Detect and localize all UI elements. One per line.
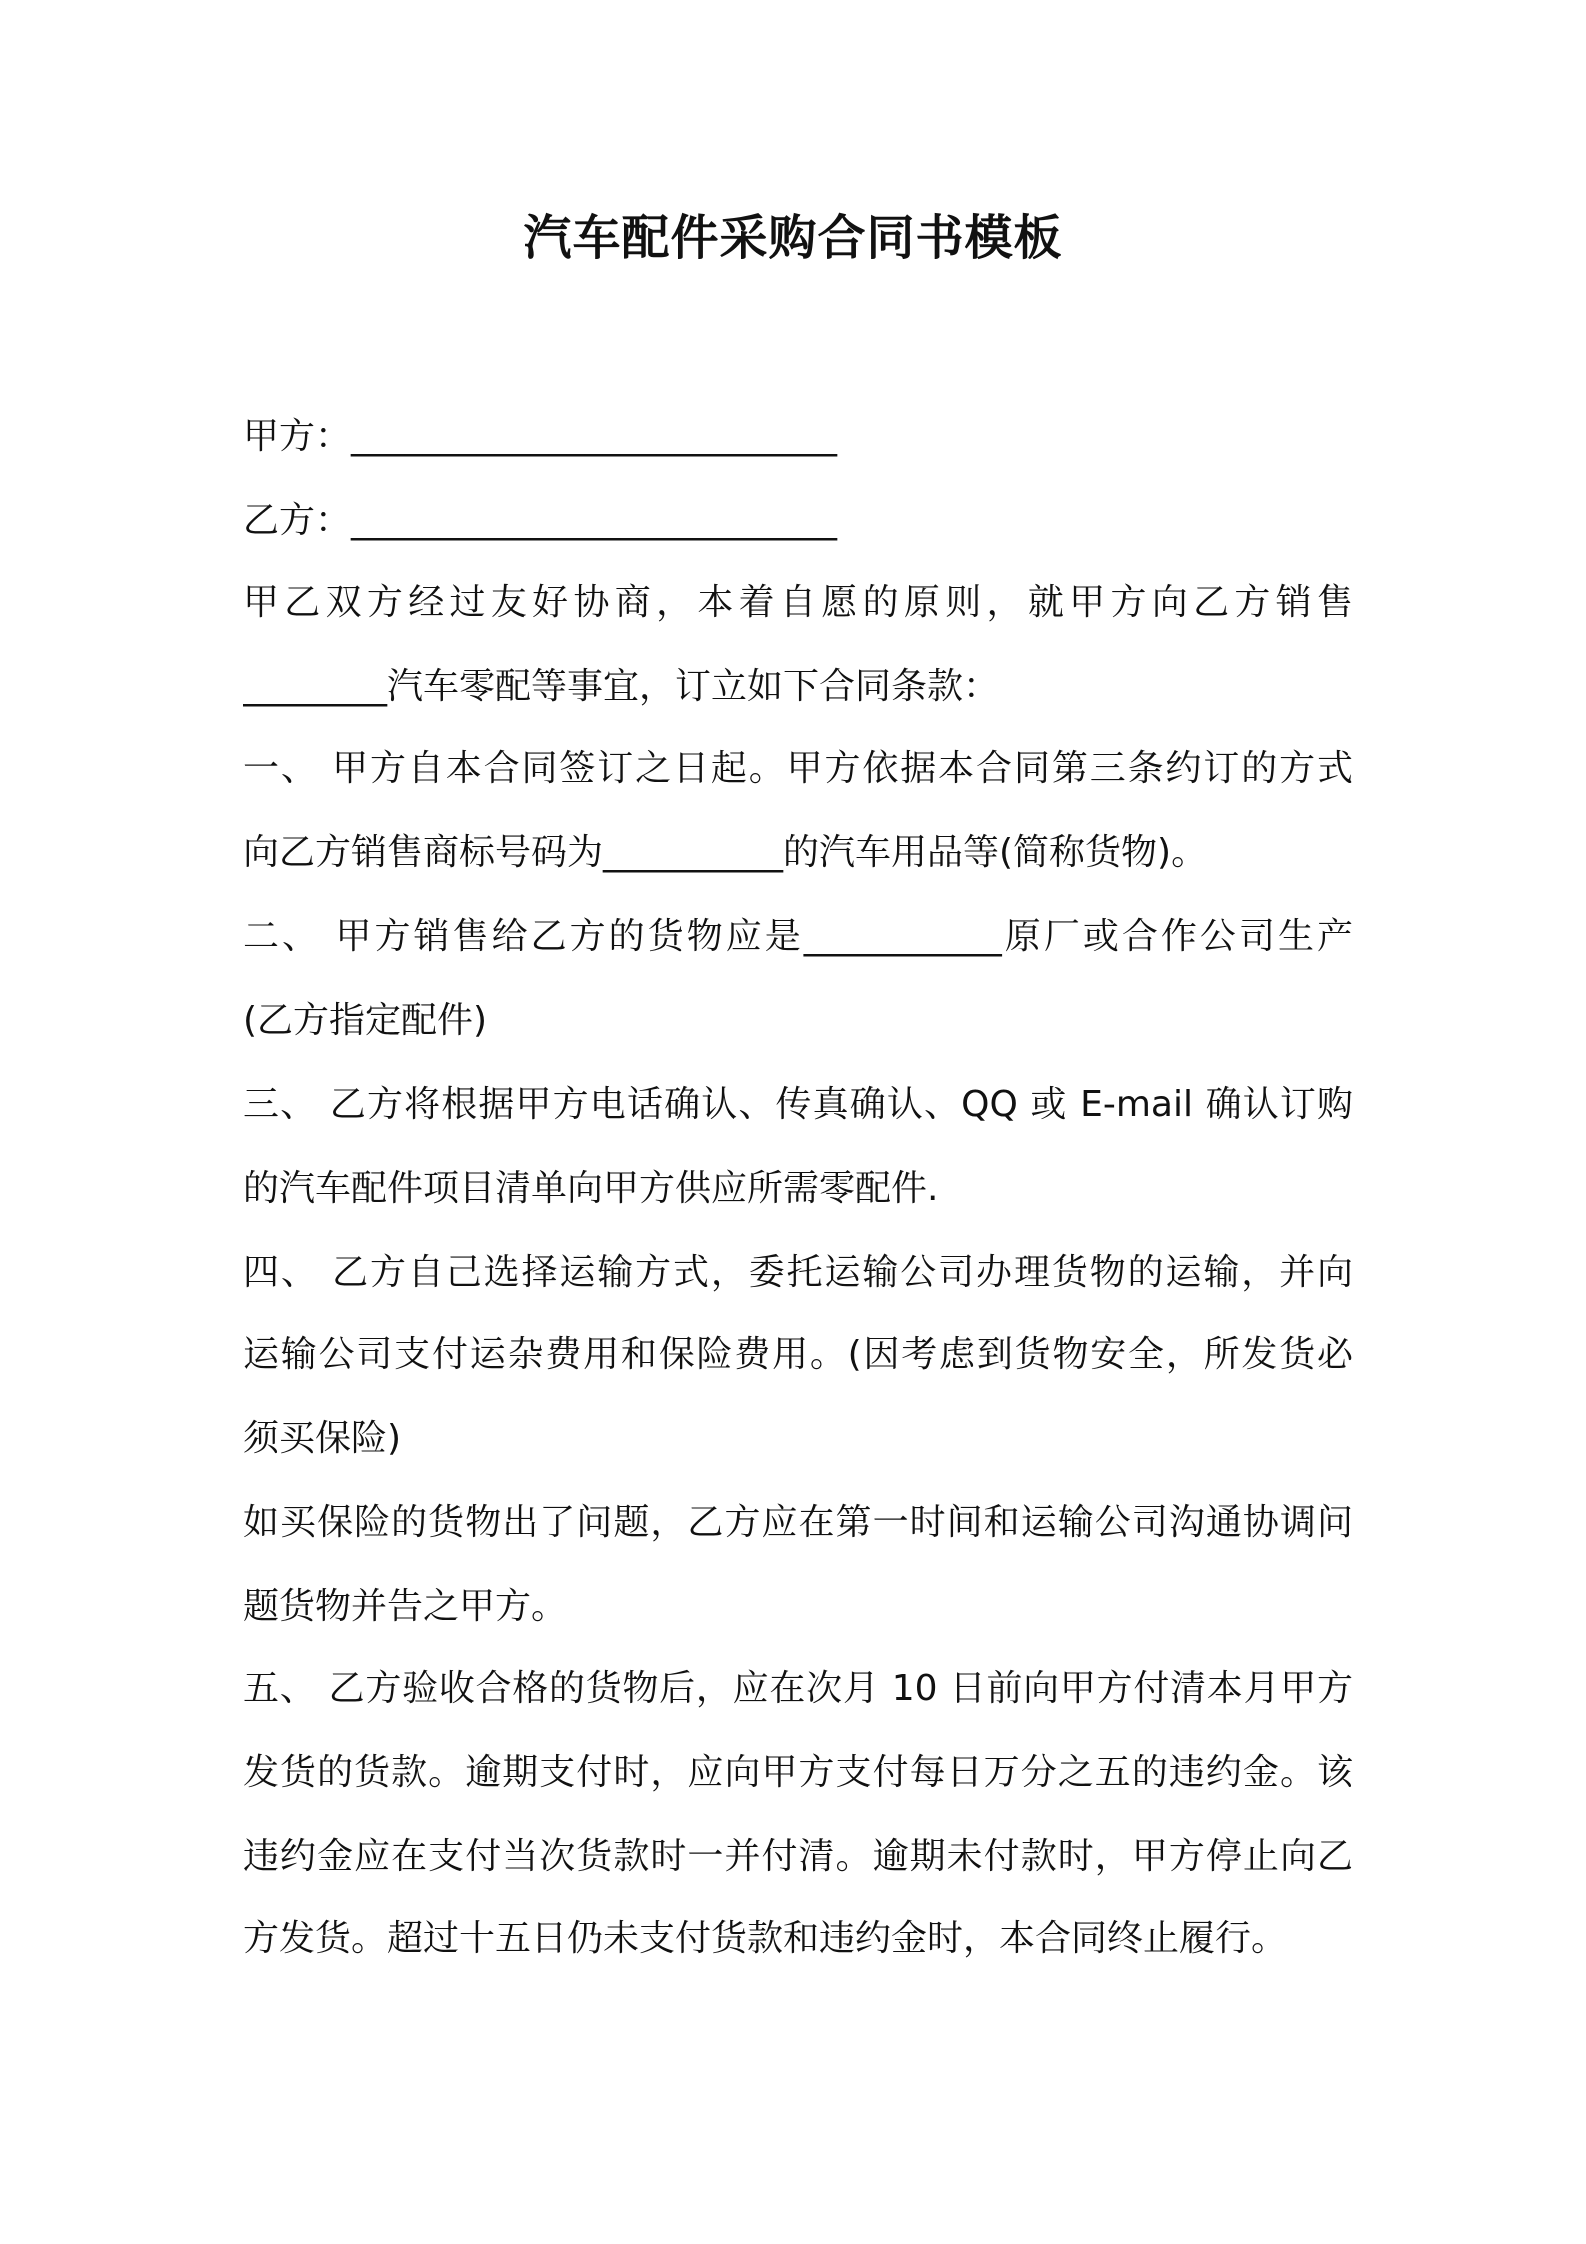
clause-4-note-line-2: 题货物并告之甲方。 — [243, 1586, 568, 1627]
party-b-line: 乙方：___________________________ — [243, 500, 838, 541]
clause-1-line-1: 一、 甲方自本合同签订之日起。甲方依据本合同第三条约订的方式 — [243, 748, 1353, 789]
clause-3-line-2: 的汽车配件项目清单向甲方供应所需零配件. — [243, 1168, 939, 1209]
clause-5-line-4: 方发货。超过十五日仍未支付货款和违约金时，本合同终止履行。 — [243, 1918, 1288, 1959]
clause-5-line-2: 发货的货款。逾期支付时，应向甲方支付每日万分之五的违约金。该 — [243, 1752, 1353, 1793]
clause-4-line-2: 运输公司支付运杂费用和保险费用。(因考虑到货物安全，所发货必 — [243, 1334, 1353, 1375]
clause-4-line-1: 四、 乙方自己选择运输方式，委托运输公司办理货物的运输，并向 — [243, 1252, 1353, 1293]
clause-1-line-2: 向乙方销售商标号码为__________的汽车用品等(简称货物)。 — [243, 832, 1208, 873]
clause-3-line-1: 三、 乙方将根据甲方电话确认、传真确认、QQ 或 E-mail 确认订购 — [243, 1084, 1353, 1125]
intro-line-1: 甲乙双方经过友好协商，本着自愿的原则，就甲方向乙方销售 — [243, 582, 1353, 623]
clause-4-note-line-1: 如买保险的货物出了问题，乙方应在第一时间和运输公司沟通协调问 — [243, 1502, 1353, 1543]
document-title: 汽车配件采购合同书模板 — [523, 210, 1063, 266]
clause-4-line-3: 须买保险) — [243, 1418, 402, 1459]
intro-line-2: ________汽车零配等事宜，订立如下合同条款： — [243, 666, 1000, 707]
clause-5-line-3: 违约金应在支付当次货款时一并付清。逾期未付款时，甲方停止向乙 — [243, 1836, 1353, 1877]
clause-2-line-1: 二、 甲方销售给乙方的货物应是___________原厂或合作公司生产 — [243, 916, 1353, 957]
clause-2-line-2: (乙方指定配件) — [243, 1000, 488, 1041]
clause-5-line-1: 五、 乙方验收合格的货物后，应在次月 10 日前向甲方付清本月甲方 — [243, 1668, 1353, 1709]
party-a-line: 甲方：___________________________ — [243, 416, 838, 457]
